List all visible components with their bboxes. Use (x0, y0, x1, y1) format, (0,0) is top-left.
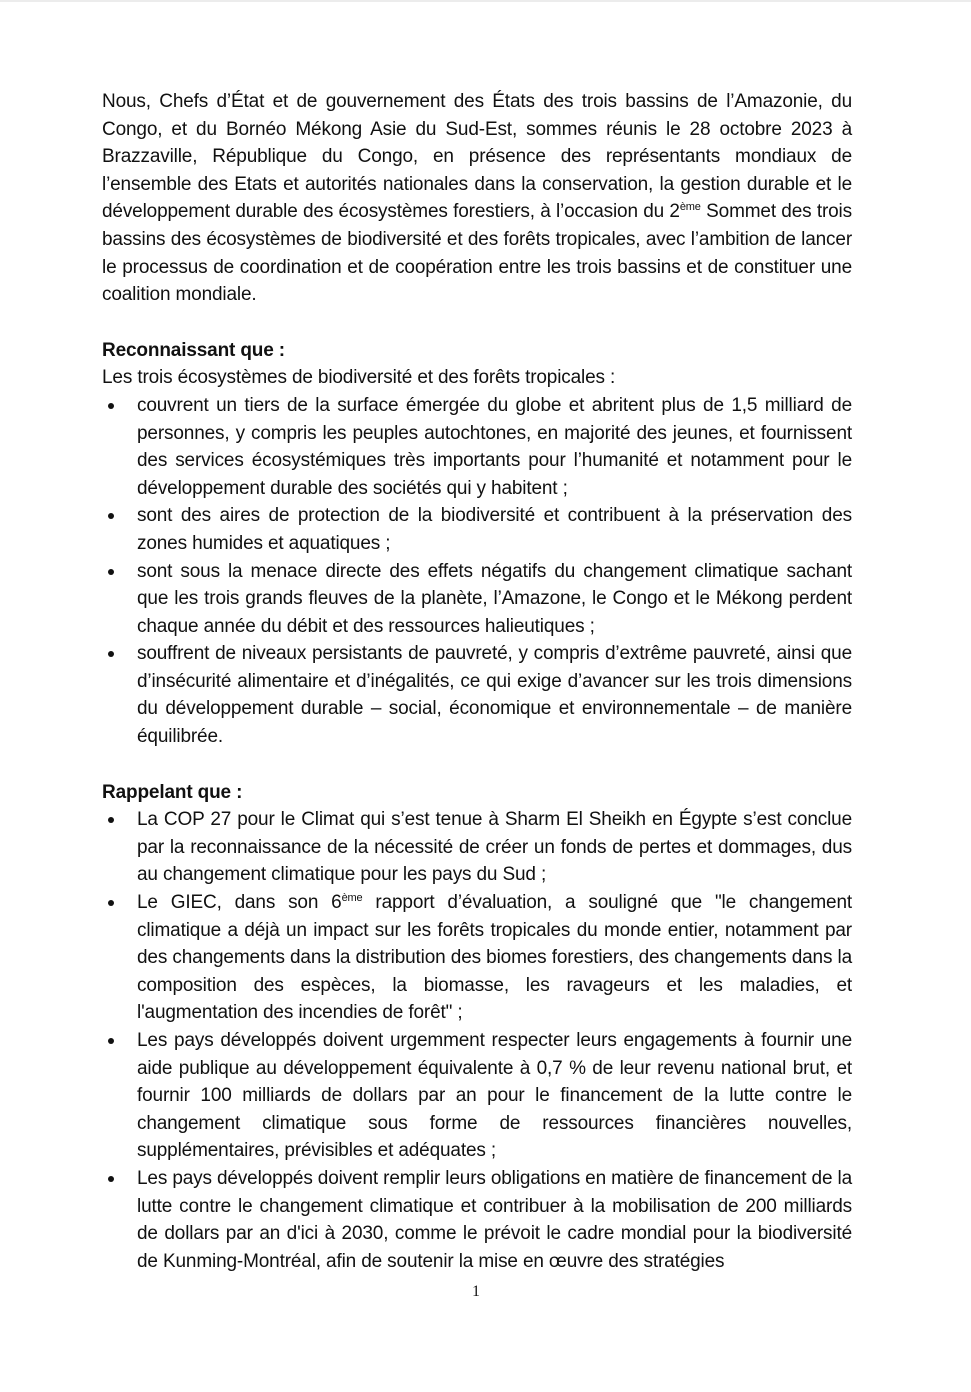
document-body (102, 88, 852, 1275)
list-item-text-part1: Le GIEC, dans son 6 (137, 892, 342, 914)
bullet-icon (108, 569, 114, 575)
page-number: 1 (472, 1283, 480, 1300)
list-item-text: souffrent de niveaux persistants de pauvreté, y compris d’extrême pauvreté, ainsi que d’insécurité alimentaire et d’inégalités, ce qui exige d’avancer sur les trois dimensions du développement durable – social, économique et environnementale – de manière équilibrée. (137, 643, 852, 748)
list-item (102, 889, 852, 1027)
list-item-text: Les pays développés doivent urgemment respecter leurs engagements à fournir une aide publique au développement équivalente à 0,7 % de leur revenu national brut, et fournir 100 milliards de dollars par an pour le financement de la lutte contre le changement climatique sous forme de ressources financières nouvelles, supplémentaires, prévisibles et adéquates ; (137, 1030, 852, 1162)
intro-superscript: ème (679, 201, 701, 214)
reconnaissant-list (102, 392, 852, 751)
section-heading-reconnaissant: Reconnaissant que : (102, 339, 285, 361)
list-item (102, 640, 852, 750)
intro-paragraph (102, 88, 852, 309)
bullet-icon (108, 1176, 114, 1182)
list-item (102, 1027, 852, 1165)
bullet-icon (108, 403, 114, 409)
bullet-icon (108, 1038, 114, 1044)
section-intro-text: Les trois écosystèmes de biodiversité et des forêts tropicales : (102, 367, 616, 389)
bullet-icon (108, 900, 114, 906)
list-item-text: La COP 27 pour le Climat qui s’est tenue à Sharm El Sheikh en Égypte s’est conclue par la reconnaissance de la nécessité de créer un fonds de pertes et dommages, dus au changement climatique pour les pays du Sud ; (137, 809, 852, 886)
intro-text-part2: Sommet des trois bassins des écosystèmes de biodiversité et des forêts tropicales, avec l’ambition de lancer le processus de coordination et de coopération entre les trois bassins et de constituer une coalition mondiale. (102, 201, 852, 306)
bullet-icon (108, 651, 114, 657)
list-item (102, 392, 852, 502)
bullet-icon (108, 817, 114, 823)
list-item-superscript: ème (341, 892, 363, 905)
list-item-text: sont sous la menace directe des effets négatifs du changement climatique sachant que les trois grands fleuves de la planète, l’Amazone, le Congo et le Mékong perdent chaque année du débit et des ressources halieutiques ; (137, 560, 852, 637)
list-item (102, 806, 852, 889)
rappelant-list (102, 806, 852, 1275)
section-heading-rappelant: Rappelant que : (102, 781, 243, 803)
bullet-icon (108, 513, 114, 519)
list-item-text: sont des aires de protection de la biodiversité et contribuent à la préservation des zones humides et aquatiques ; (137, 505, 852, 554)
list-item-text-part2: rapport d’évaluation, a souligné que "le changement climatique a déjà un impact sur les forêts tropicales du monde entier, notamment par des changements dans la distribution des biomes forestiers, des changements dans la composition des espèces, la biomasse, les ravageurs et les maladies, et l'augmentation des incendies de forêt" ; (137, 892, 852, 1024)
list-item (102, 558, 852, 641)
list-item-text: Les pays développés doivent remplir leurs obligations en matière de financement de la lutte contre le changement climatique et contribuer à la mobilisation de 200 milliards de dollars par an d'ici à 2030, comme le prévoit le cadre mondial pour la biodiversité de Kunming-Montréal, afin de soutenir la mise en œuvre des stratégies (137, 1167, 852, 1272)
list-item (102, 1165, 852, 1275)
intro-text-part1: Nous, Chefs d’État et de gouvernement des États des trois bassins de l’Amazonie, du Congo, et du Bornéo Mékong Asie du Sud-Est, sommes réunis le 28 octobre 2023 à Brazzaville, République du Congo, en présence des représentants mondiaux de l’ensemble des Etats et autorités nationales dans la conservation, la gestion durable et le développement durable des écosystèmes forestiers, à l’occasion du 2 (102, 91, 852, 223)
list-item-text: couvrent un tiers de la surface émergée du globe et abritent plus de 1,5 milliard de personnes, y compris les peuples autochtones, en majorité des jeunes, et fournissent des services écosystémiques très importants pour l’humanité et notamment pour le développement durable des sociétés qui y habitent ; (137, 394, 852, 499)
list-item (102, 502, 852, 557)
